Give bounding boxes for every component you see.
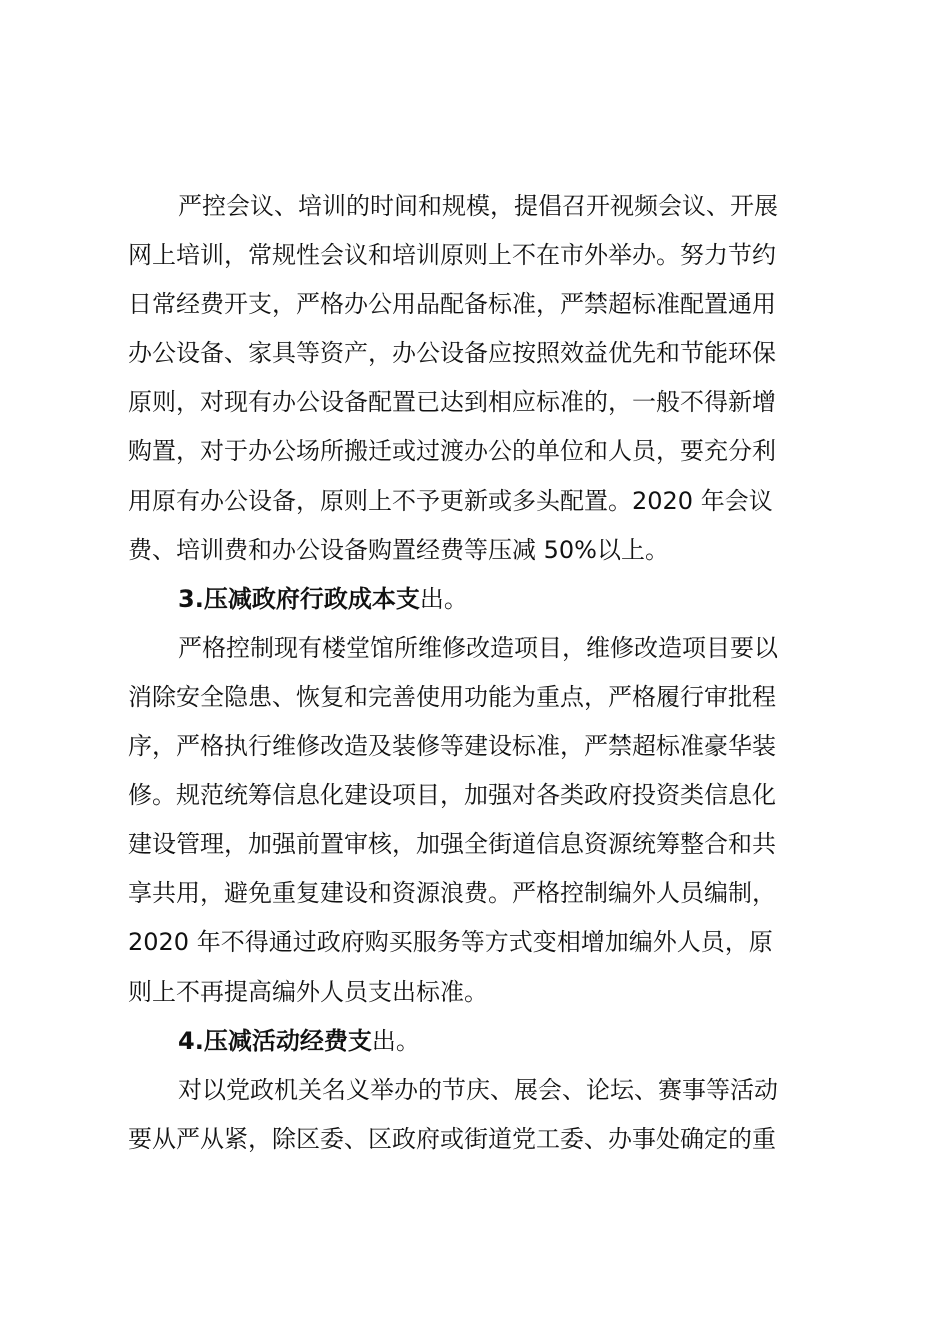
paragraph-line: 2020 年不得通过政府购买服务等方式变相增加编外人员，原 [128, 928, 773, 957]
paragraph-line: 严控会议、培训的时间和规模，提倡召开视频会议、开展 [178, 192, 778, 220]
paragraph-line: 享共用，避免重复建设和资源浪费。严格控制编外人员编制， [128, 879, 776, 908]
paragraph-line: 消除安全隐患、恢复和完善使用功能为重点，严格履行审批程 [128, 682, 776, 711]
paragraph-line: 严格控制现有楼堂馆所维修改造项目，维修改造项目要以 [178, 633, 778, 662]
paragraph-line: 要从严从紧，除区委、区政府或街道党工委、办事处确定的重 [128, 1124, 776, 1153]
section-heading-bold-text: 4.压减活动经费支 [178, 1026, 372, 1055]
section-heading-normal-text: 出。 [419, 584, 468, 613]
paragraph-line: 费、培训费和办公设备购置经费等压减 50%以上。 [128, 535, 669, 564]
section-heading-normal-text: 出。 [371, 1026, 420, 1055]
paragraph-activity-costs [128, 1066, 840, 1164]
paragraph-line: 日常经费开支，严格办公用品配备标准，严禁超标准配置通用 [128, 290, 776, 319]
paragraph-administrative-costs [128, 624, 840, 1017]
paragraph-line: 建设管理，加强前置审核，加强全街道信息资源统筹整合和共 [128, 830, 776, 859]
paragraph-meeting-training-costs [128, 182, 840, 575]
section-heading-bold-text: 3.压减政府行政成本支 [178, 584, 420, 613]
paragraph-line: 原则，对现有办公设备配置已达到相应标准的，一般不得新增 [128, 388, 776, 417]
paragraph-line: 对以党政机关名义举办的节庆、展会、论坛、赛事等活动 [178, 1075, 778, 1104]
section-heading-4 [128, 1017, 840, 1066]
paragraph-line: 购置，对于办公场所搬迁或过渡办公的单位和人员，要充分利 [128, 437, 776, 466]
paragraph-line: 则上不再提高编外人员支出标准。 [128, 977, 488, 1006]
paragraph-line: 办公设备、家具等资产，办公设备应按照效益优先和节能环保 [128, 339, 776, 368]
paragraph-line: 网上培训，常规性会议和培训原则上不在市外举办。努力节约 [128, 241, 776, 270]
paragraph-line: 修。规范统筹信息化建设项目，加强对各类政府投资类信息化 [128, 781, 776, 810]
section-heading-3 [128, 575, 840, 624]
paragraph-line: 序，严格执行维修改造及装修等建设标准，严禁超标准豪华装 [128, 732, 776, 761]
document-body [128, 182, 840, 1164]
paragraph-line: 用原有办公设备，原则上不予更新或多头配置。2020 年会议 [128, 486, 773, 515]
